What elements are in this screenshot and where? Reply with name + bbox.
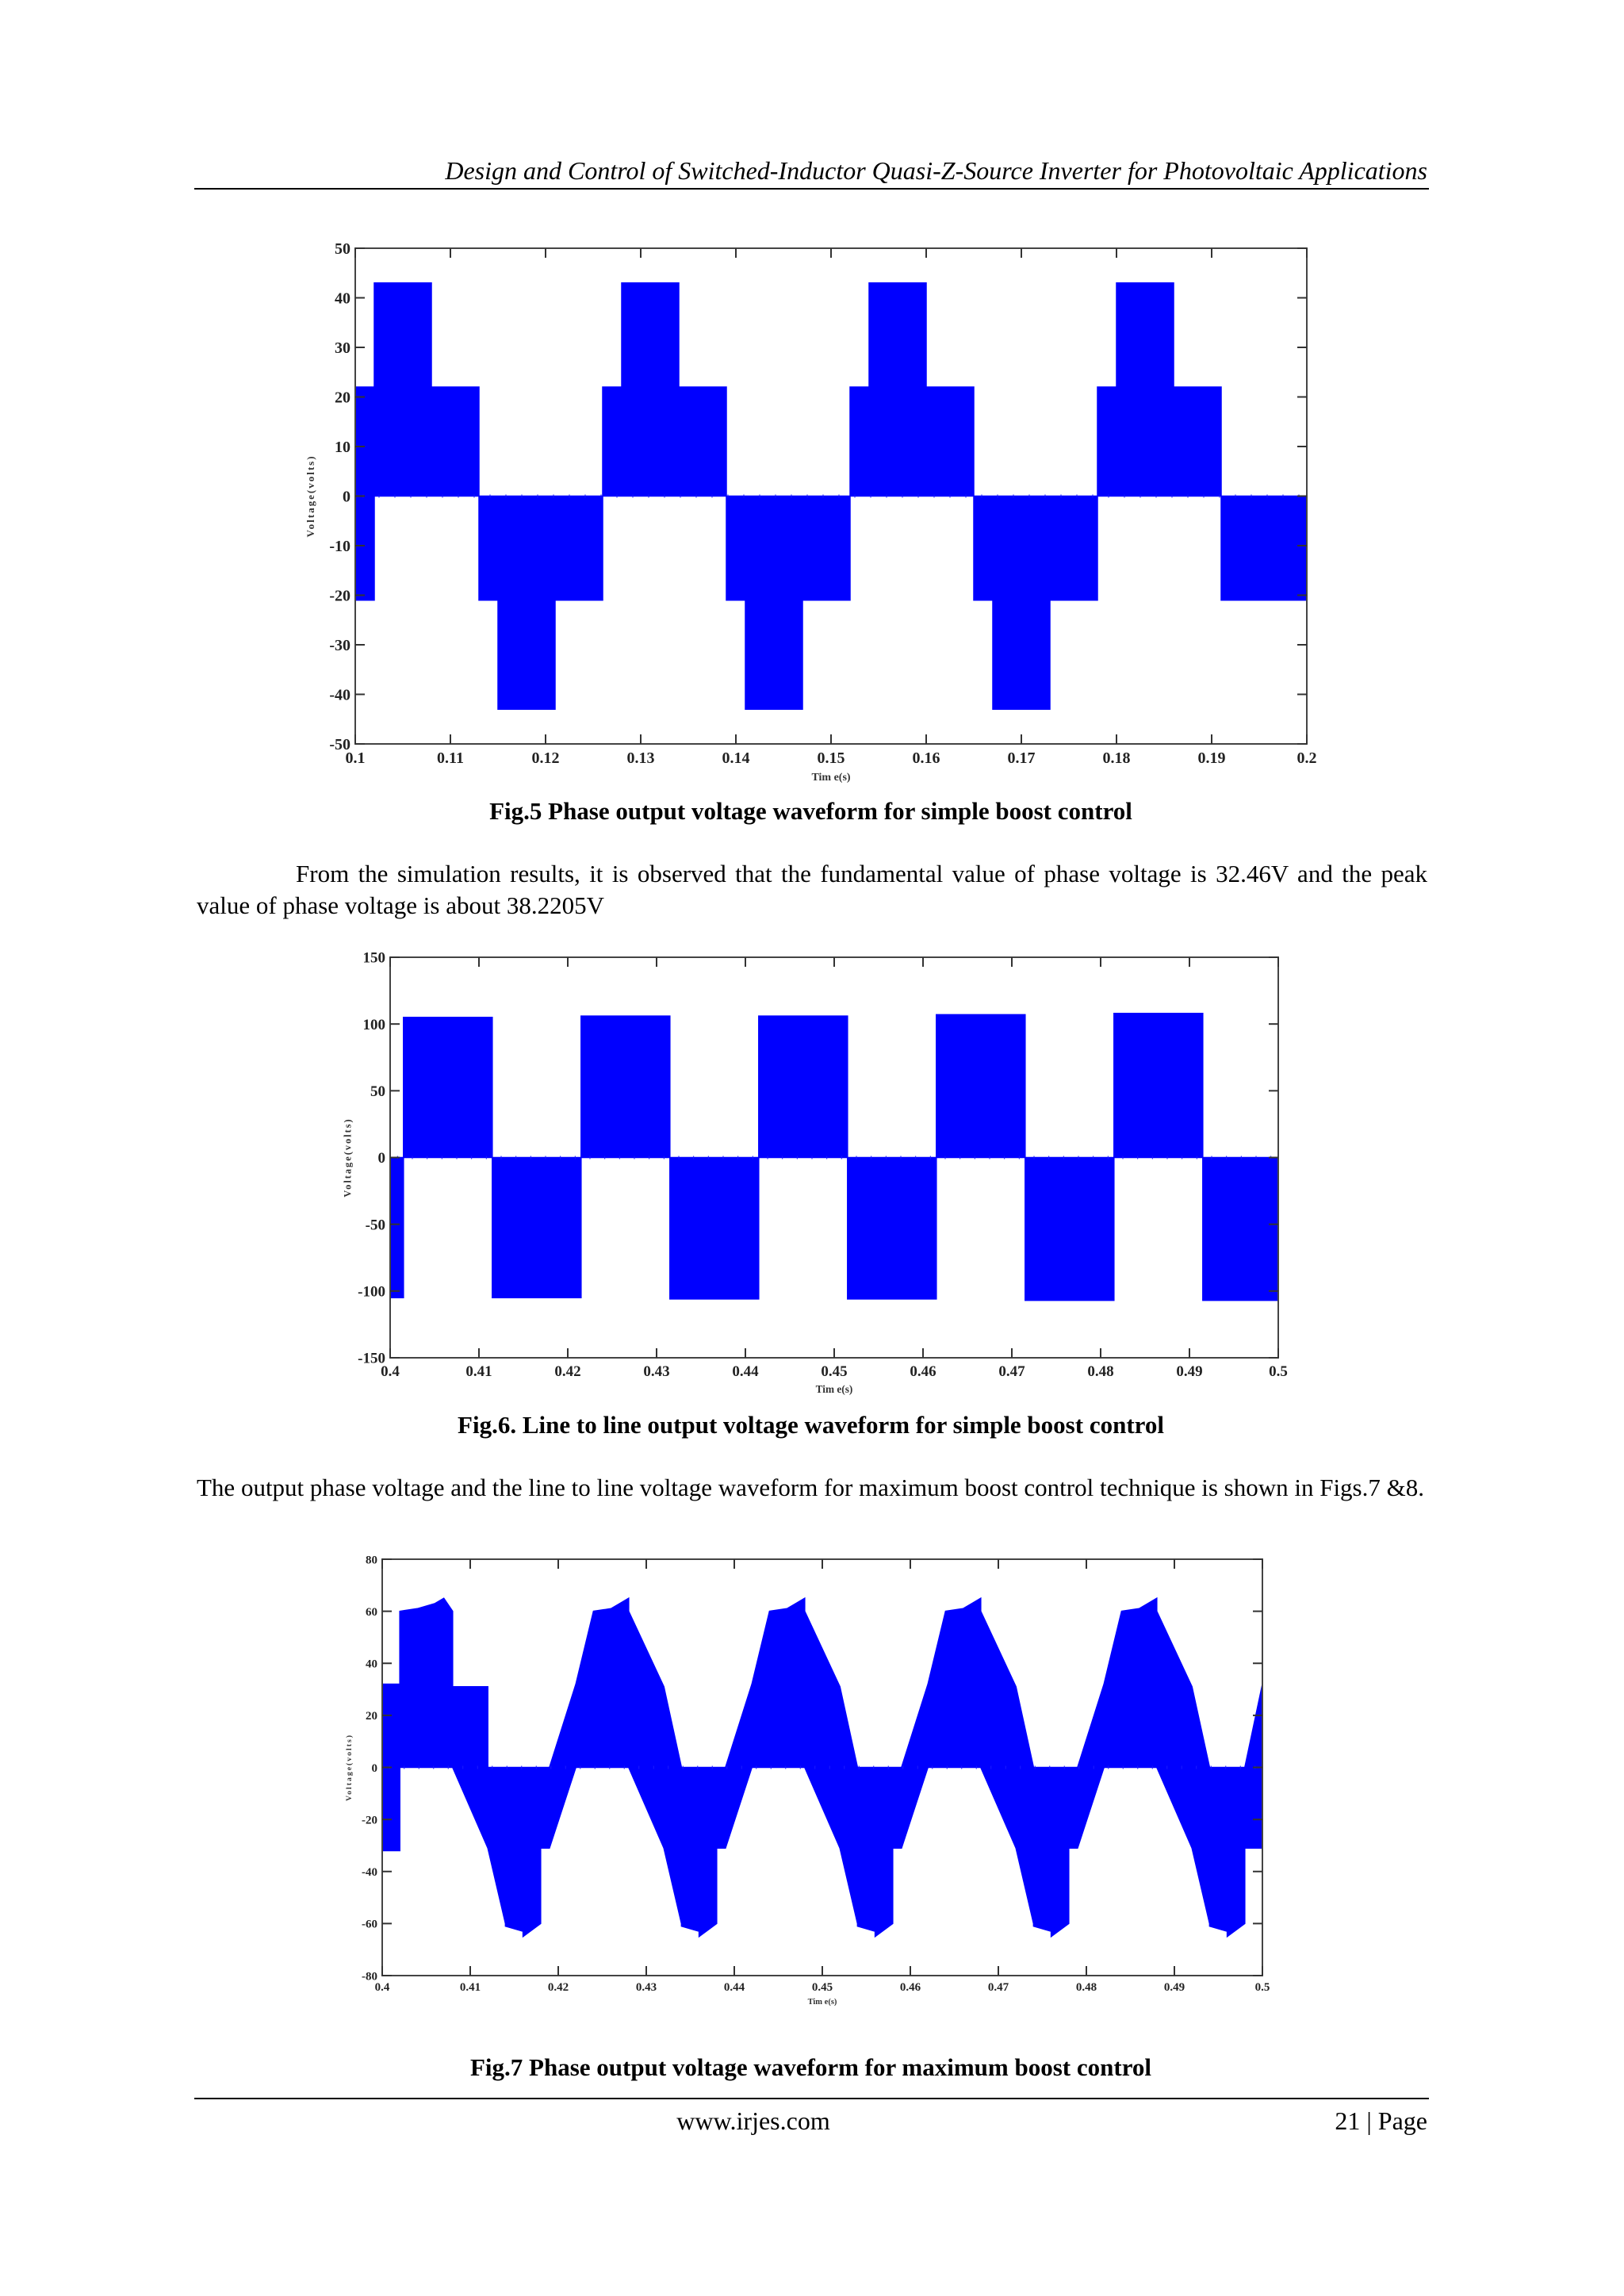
y-tick-label: -30 bbox=[329, 637, 350, 654]
figure-5-chart bbox=[285, 234, 1324, 797]
figure-7 bbox=[341, 1547, 1293, 2038]
figure-7-chart bbox=[341, 1547, 1293, 2038]
y-tick-label: -80 bbox=[362, 1970, 377, 1984]
y-tick-label: -50 bbox=[329, 736, 350, 753]
figure-7-caption: Fig.7 Phase output voltage waveform for maximum boost control bbox=[469, 2053, 1152, 2081]
x-tick-label: 0.45 bbox=[821, 1363, 848, 1380]
footer-page-number: 21 | Page bbox=[1335, 2106, 1427, 2135]
y-tick-label: -20 bbox=[329, 587, 350, 605]
y-tick-label: 20 bbox=[335, 389, 350, 407]
waveform-series-1 bbox=[382, 1598, 1262, 1937]
x-tick-label: 0.4 bbox=[374, 1981, 390, 1994]
x-tick-label: 0.43 bbox=[643, 1363, 670, 1380]
figure-6 bbox=[325, 945, 1308, 1412]
y-tick-label: 60 bbox=[366, 1605, 377, 1619]
x-tick-label: 0.41 bbox=[459, 1981, 481, 1994]
x-tick-label: 0.47 bbox=[998, 1363, 1025, 1380]
x-tick-label: 0.4 bbox=[381, 1363, 400, 1380]
x-tick-label: 0.16 bbox=[912, 749, 940, 767]
x-tick-label: 0.48 bbox=[1087, 1363, 1114, 1380]
x-tick-label: 0.42 bbox=[554, 1363, 581, 1380]
y-tick-label: -60 bbox=[362, 1918, 377, 1931]
x-tick-label: 0.1 bbox=[345, 749, 366, 767]
paragraph-2: The output phase voltage and the line to line voltage waveform for maximum boost control technique is shown in Figs.7 &8. bbox=[197, 1474, 1424, 1501]
header-rule bbox=[194, 188, 1429, 190]
x-tick-label: 0.44 bbox=[732, 1363, 759, 1380]
x-tick-label: 0.12 bbox=[531, 749, 560, 767]
x-axis-label: Tim e(s) bbox=[815, 1383, 853, 1395]
y-tick-label: 10 bbox=[335, 439, 350, 456]
y-tick-label: 0 bbox=[371, 1761, 377, 1775]
x-tick-label: 0.41 bbox=[465, 1363, 492, 1380]
y-tick-label: 150 bbox=[362, 949, 385, 967]
y-tick-label: 40 bbox=[366, 1658, 377, 1671]
x-tick-label: 0.11 bbox=[437, 749, 464, 767]
x-tick-label: 0.45 bbox=[811, 1981, 833, 1994]
waveform-series-1 bbox=[390, 1014, 1278, 1301]
paragraph-1: From the simulation results, it is observed that the fundamental value of phase voltage is 32.46V and the peak value of phase voltage is about 38.2205V bbox=[197, 860, 1427, 919]
y-tick-label: 40 bbox=[335, 289, 350, 308]
figure-5 bbox=[285, 234, 1324, 797]
y-tick-label: -100 bbox=[358, 1283, 385, 1301]
figure-6-chart bbox=[325, 945, 1308, 1412]
x-tick-label: 0.46 bbox=[910, 1363, 936, 1380]
y-tick-label: 20 bbox=[366, 1710, 377, 1723]
y-axis-label: Voltage(volts) bbox=[342, 1117, 354, 1198]
figure-6-caption: Fig.6. Line to line output voltage waveform for simple boost control bbox=[458, 1411, 1164, 1439]
x-tick-label: 0.5 bbox=[1254, 1981, 1270, 1994]
y-axis-label: Voltage(volts) bbox=[304, 454, 316, 538]
x-tick-label: 0.42 bbox=[547, 1981, 569, 1994]
x-tick-label: 0.18 bbox=[1102, 749, 1131, 767]
footer-site: www.irjes.com bbox=[676, 2106, 830, 2135]
y-tick-label: 30 bbox=[335, 339, 350, 357]
x-tick-label: 0.2 bbox=[1297, 749, 1317, 767]
waveform-series-1 bbox=[355, 283, 1307, 710]
footer-rule bbox=[194, 2098, 1429, 2099]
y-tick-label: -10 bbox=[329, 538, 350, 555]
y-tick-label: 50 bbox=[370, 1083, 385, 1100]
y-tick-label: 0 bbox=[343, 488, 350, 506]
x-tick-label: 0.13 bbox=[626, 749, 655, 767]
y-tick-label: 50 bbox=[335, 240, 350, 258]
x-tick-label: 0.46 bbox=[899, 1981, 921, 1994]
y-tick-label: 80 bbox=[366, 1554, 377, 1567]
x-tick-label: 0.17 bbox=[1007, 749, 1036, 767]
y-tick-label: -50 bbox=[365, 1217, 385, 1234]
x-tick-label: 0.48 bbox=[1075, 1981, 1097, 1994]
x-tick-label: 0.19 bbox=[1197, 749, 1226, 767]
y-tick-label: -150 bbox=[358, 1350, 385, 1367]
x-tick-label: 0.14 bbox=[722, 749, 750, 767]
y-tick-label: -40 bbox=[329, 686, 350, 704]
x-tick-label: 0.44 bbox=[723, 1981, 745, 1994]
y-tick-label: -40 bbox=[362, 1866, 377, 1879]
x-tick-label: 0.47 bbox=[987, 1981, 1009, 1994]
figure-5-caption: Fig.5 Phase output voltage waveform for simple boost control bbox=[489, 797, 1132, 825]
x-axis-label: Tim e(s) bbox=[811, 772, 851, 784]
x-tick-label: 0.49 bbox=[1163, 1981, 1185, 1994]
x-tick-label: 0.43 bbox=[635, 1981, 657, 1994]
x-tick-label: 0.5 bbox=[1269, 1363, 1288, 1380]
x-tick-label: 0.15 bbox=[817, 749, 845, 767]
y-tick-label: -20 bbox=[362, 1814, 377, 1827]
running-header: Design and Control of Switched-Inductor Quasi-Z-Source Inverter for Photovoltaic Applications bbox=[445, 156, 1427, 185]
y-tick-label: 0 bbox=[377, 1150, 385, 1167]
x-axis-label: Tim e(s) bbox=[807, 1998, 837, 2007]
y-axis-label: Voltage(volts) bbox=[345, 1733, 354, 1802]
x-tick-label: 0.49 bbox=[1176, 1363, 1203, 1380]
y-tick-label: 100 bbox=[362, 1016, 385, 1033]
